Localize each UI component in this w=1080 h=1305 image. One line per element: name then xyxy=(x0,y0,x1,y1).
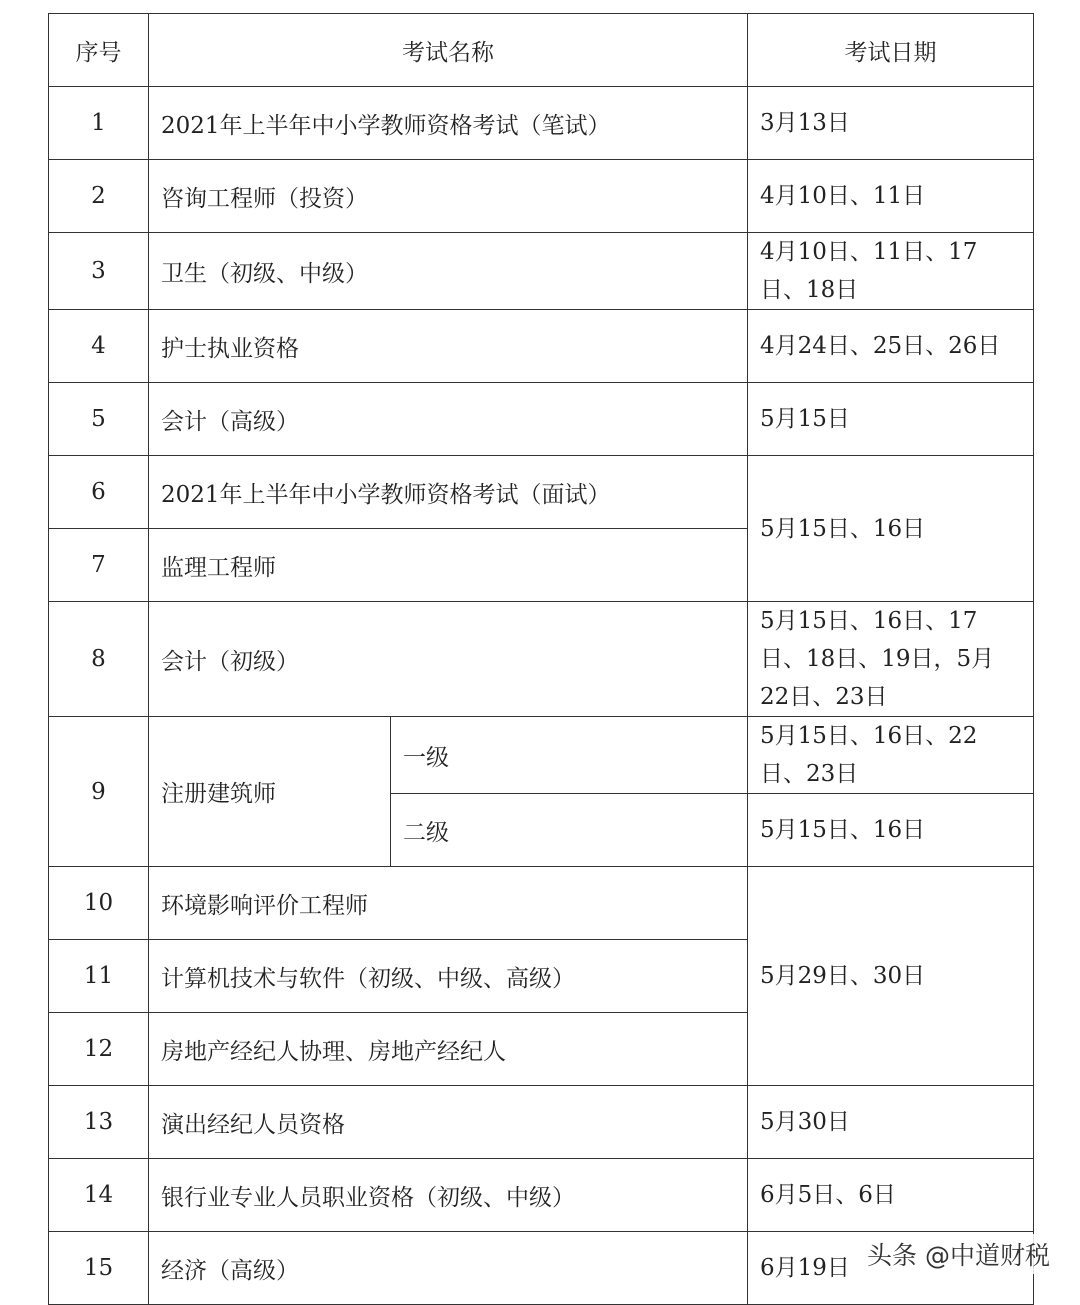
row-date: 6月19日 xyxy=(748,1232,1034,1305)
row-no: 6 xyxy=(49,456,149,529)
header-name: 考试名称 xyxy=(149,14,748,87)
row-subname: 二级 xyxy=(391,794,748,867)
row-no: 15 xyxy=(49,1232,149,1305)
row-name: 环境影响评价工程师 xyxy=(149,867,748,940)
table-row xyxy=(49,383,1034,456)
row-date: 6月5日、6日 xyxy=(748,1159,1034,1232)
header-date: 考试日期 xyxy=(748,14,1034,87)
row-date: 5月15日 xyxy=(748,383,1034,456)
watermark: 头条 @中道财税 xyxy=(863,1234,1054,1274)
row-name: 计算机技术与软件（初级、中级、高级） xyxy=(149,940,748,1013)
row-no: 7 xyxy=(49,529,149,602)
row-no: 10 xyxy=(49,867,149,940)
row-date: 5月29日、30日 xyxy=(748,867,1034,1086)
row-name: 注册建筑师 xyxy=(149,717,391,867)
row-no: 13 xyxy=(49,1086,149,1159)
exam-schedule-table xyxy=(48,13,1034,1305)
table-row xyxy=(49,1159,1034,1232)
row-date: 4月10日、11日、17日、18日 xyxy=(748,233,1034,310)
row-name: 银行业专业人员职业资格（初级、中级） xyxy=(149,1159,748,1232)
row-no: 5 xyxy=(49,383,149,456)
row-name: 监理工程师 xyxy=(149,529,748,602)
row-name: 咨询工程师（投资） xyxy=(149,160,748,233)
table-row xyxy=(49,1086,1034,1159)
header-no: 序号 xyxy=(49,14,149,87)
table-row xyxy=(49,717,1034,794)
table-row xyxy=(49,160,1034,233)
row-subname: 一级 xyxy=(391,717,748,794)
row-no: 8 xyxy=(49,602,149,717)
row-name: 经济（高级） xyxy=(149,1232,748,1305)
row-no: 11 xyxy=(49,940,149,1013)
row-no: 3 xyxy=(49,233,149,310)
row-no: 9 xyxy=(49,717,149,867)
row-date: 4月24日、25日、26日 xyxy=(748,310,1034,383)
row-date: 3月13日 xyxy=(748,87,1034,160)
row-no: 1 xyxy=(49,87,149,160)
row-date: 5月15日、16日、22日、23日 xyxy=(748,717,1034,794)
row-no: 4 xyxy=(49,310,149,383)
table-row xyxy=(49,867,1034,940)
row-date: 5月15日、16日、17日、18日、19日，5月22日、23日 xyxy=(748,602,1034,717)
row-date: 4月10日、11日 xyxy=(748,160,1034,233)
row-name: 会计（初级） xyxy=(149,602,748,717)
row-no: 12 xyxy=(49,1013,149,1086)
row-name: 2021年上半年中小学教师资格考试（面试） xyxy=(149,456,748,529)
row-name: 2021年上半年中小学教师资格考试（笔试） xyxy=(149,87,748,160)
table-header-row xyxy=(49,14,1034,87)
table-row xyxy=(49,87,1034,160)
row-date: 5月15日、16日 xyxy=(748,456,1034,602)
row-name: 房地产经纪人协理、房地产经纪人 xyxy=(149,1013,748,1086)
row-name: 护士执业资格 xyxy=(149,310,748,383)
table-row xyxy=(49,233,1034,310)
row-name: 演出经纪人员资格 xyxy=(149,1086,748,1159)
row-no: 2 xyxy=(49,160,149,233)
row-date: 5月30日 xyxy=(748,1086,1034,1159)
table-row xyxy=(49,310,1034,383)
table-row xyxy=(49,602,1034,717)
table-row xyxy=(49,456,1034,529)
row-date: 5月15日、16日 xyxy=(748,794,1034,867)
row-name: 会计（高级） xyxy=(149,383,748,456)
row-name: 卫生（初级、中级） xyxy=(149,233,748,310)
row-no: 14 xyxy=(49,1159,149,1232)
